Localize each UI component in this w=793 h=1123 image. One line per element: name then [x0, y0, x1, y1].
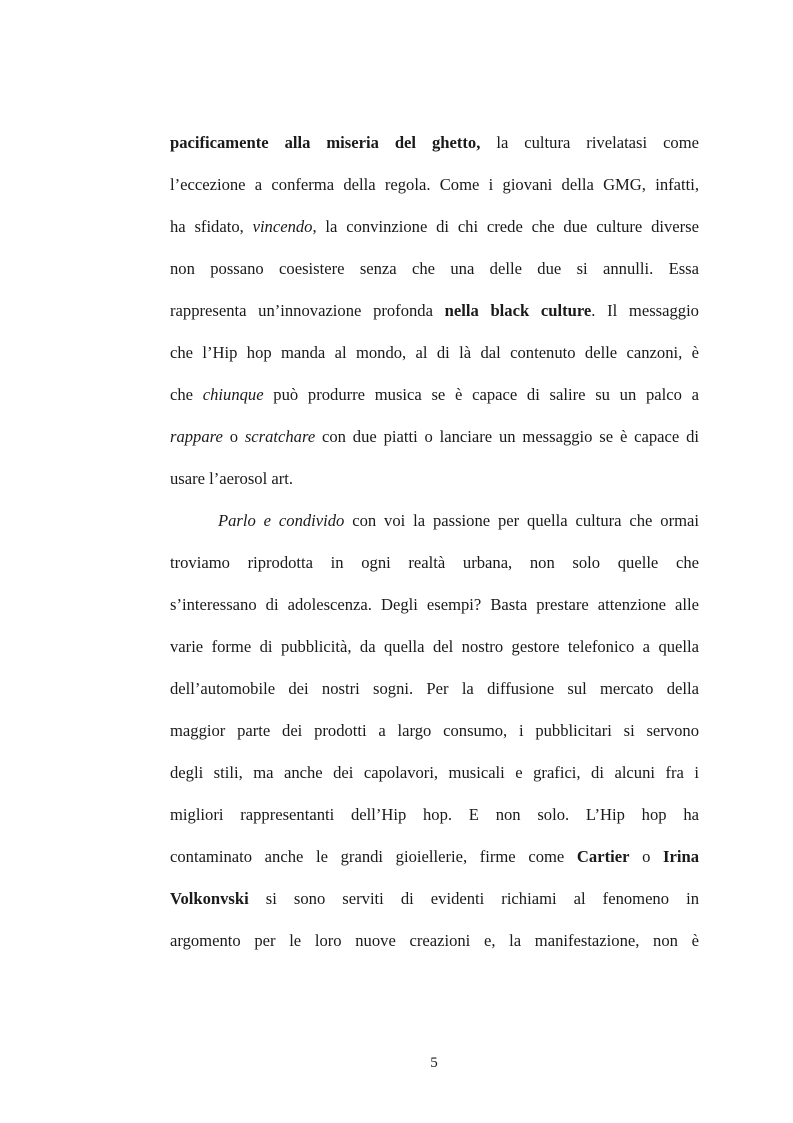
- text-line: dell’automobile dei nostri sogni. Per la diffusione sul mercato della: [170, 679, 699, 698]
- bold-name: Volkonvski: [170, 889, 249, 908]
- bold-phrase: nella black culture: [444, 301, 592, 320]
- text-line: non possano coesistere senza che una delle due si annulli. Essa: [170, 259, 699, 278]
- italic-phrase: Parlo e condivido: [218, 511, 345, 530]
- text-line: pacificamente alla miseria del ghetto, la cultura rivelatasi come: [170, 133, 699, 152]
- italic-word: rappare: [170, 427, 223, 446]
- text-line: ha sfidato, vincendo, la convinzione di chi crede che due culture diverse: [170, 217, 699, 236]
- text-line: s’interessano di adolescenza. Degli esempi? Basta prestare attenzione alle: [170, 595, 699, 614]
- text-line: rappare o scratchare con due piatti o lanciare un messaggio se è capace di: [170, 427, 699, 446]
- bold-name: Irina: [663, 847, 699, 866]
- text-line: Parlo e condivido con voi la passione per quella cultura che ormai: [218, 511, 699, 530]
- text-line: che chiunque può produrre musica se è capace di salire su un palco a: [170, 385, 699, 404]
- bold-name: Cartier: [576, 847, 630, 866]
- text-line: troviamo riprodotta in ogni realtà urbana, non solo quelle che: [170, 553, 699, 572]
- italic-word: chiunque: [202, 385, 264, 404]
- text-line: l’eccezione a conferma della regola. Come i giovani della GMG, infatti,: [170, 175, 699, 194]
- text-line: degli stili, ma anche dei capolavori, musicali e grafici, di alcuni fra i: [170, 763, 699, 782]
- text-line: Volkonvski si sono serviti di evidenti richiami al fenomeno in: [170, 889, 699, 908]
- italic-word: vincendo: [252, 217, 313, 236]
- text-line: contaminato anche le grandi gioiellerie, firme come Cartier o Irina: [170, 847, 699, 866]
- text-line: varie forme di pubblicità, da quella del nostro gestore telefonico a quella: [170, 637, 699, 656]
- text-line: argomento per le loro nuove creazioni e, la manifestazione, non è: [170, 931, 699, 950]
- text-line: maggior parte dei prodotti a largo consumo, i pubblicitari si servono: [170, 721, 699, 740]
- page-number: 5: [430, 1055, 438, 1071]
- text-line: migliori rappresentanti dell’Hip hop. E non solo. L’Hip hop ha: [170, 805, 699, 824]
- text-line: usare l’aerosol art.: [170, 469, 294, 488]
- italic-word: scratchare: [244, 427, 316, 446]
- bold-phrase: pacificamente alla miseria del ghetto,: [170, 133, 481, 152]
- text-line: che l’Hip hop manda al mondo, al di là dal contenuto delle canzoni, è: [170, 343, 699, 362]
- text-line: rappresenta un’innovazione profonda nella black culture. Il messaggio: [170, 301, 699, 320]
- body-text: [170, 122, 699, 962]
